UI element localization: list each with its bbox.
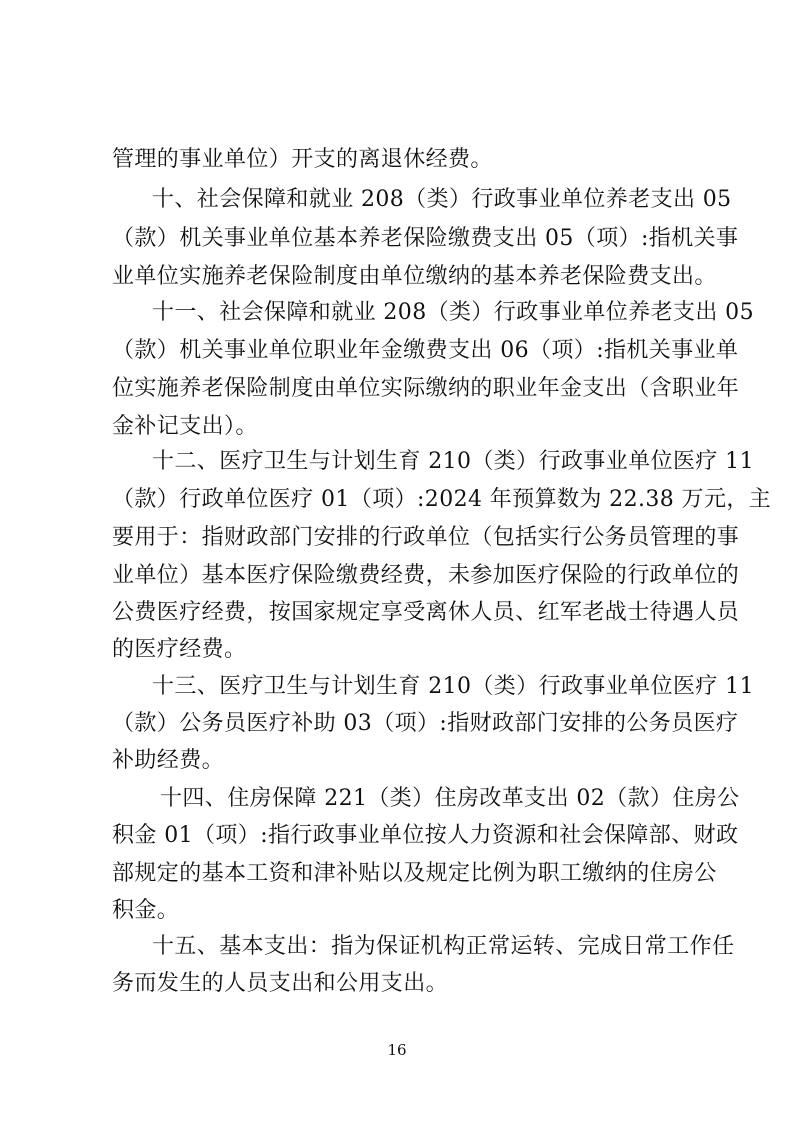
text-line: （款）机关事业单位基本养老保险缴费支出 05（项）:指机关事 bbox=[112, 226, 739, 251]
text-line: 业单位实施养老保险制度由单位缴纳的基本养老保险费支出。 bbox=[112, 264, 717, 289]
text-line: 积金 01（项）:指行政事业单位按人力资源和社会保障部、财政 bbox=[112, 823, 739, 848]
page-number: 16 bbox=[387, 1041, 407, 1059]
text-line: 补助经费。 bbox=[112, 748, 225, 773]
text-line: 十五、基本支出：指为保证机构正常运转、完成日常工作任 bbox=[152, 934, 735, 959]
text-line: 十一、社会保障和就业 208（类）行政事业单位养老支出 05 bbox=[152, 300, 754, 325]
text-line: （款）公务员医疗补助 03（项）:指财政部门安排的公务员医疗 bbox=[112, 711, 739, 736]
text-line: 的医疗经费。 bbox=[112, 637, 247, 662]
text-line: 公费医疗经费，按国家规定享受离休人员、红军老战士待遇人员 bbox=[112, 600, 740, 625]
text-line: 管理的事业单位）开支的离退休经费。 bbox=[112, 147, 493, 172]
text-line: 十二、医疗卫生与计划生育 210（类）行政事业单位医疗 11 bbox=[152, 449, 754, 474]
text-line: 十三、医疗卫生与计划生育 210（类）行政事业单位医疗 11 bbox=[152, 674, 754, 699]
text-line: （款）机关事业单位职业年金缴费支出 06（项）:指机关事业单 bbox=[112, 338, 739, 363]
text-line: 金补记支出）。 bbox=[112, 414, 258, 439]
text-line: 业单位）基本医疗保险缴费经费，未参加医疗保险的行政单位的 bbox=[112, 563, 740, 588]
text-line: 要用于：指财政部门安排的行政单位（包括实行公务员管理的事 bbox=[112, 525, 740, 550]
text-line: 十四、住房保障 221（类）住房改革支出 02（款）住房公 bbox=[160, 786, 740, 811]
text-line: 部规定的基本工资和津补贴以及规定比例为职工缴纳的住房公 bbox=[112, 861, 717, 886]
text-line: 积金。 bbox=[112, 898, 180, 923]
text-line: 位实施养老保险制度由单位实际缴纳的职业年金支出（含职业年 bbox=[112, 376, 740, 401]
text-line: 务而发生的人员支出和公用支出。 bbox=[112, 971, 449, 996]
text-line: （款）行政单位医疗 01（项）:2024 年预算数为 22.38 万元，主 bbox=[112, 487, 772, 512]
text-line: 十、社会保障和就业 208（类）行政事业单位养老支出 05 bbox=[152, 187, 732, 212]
